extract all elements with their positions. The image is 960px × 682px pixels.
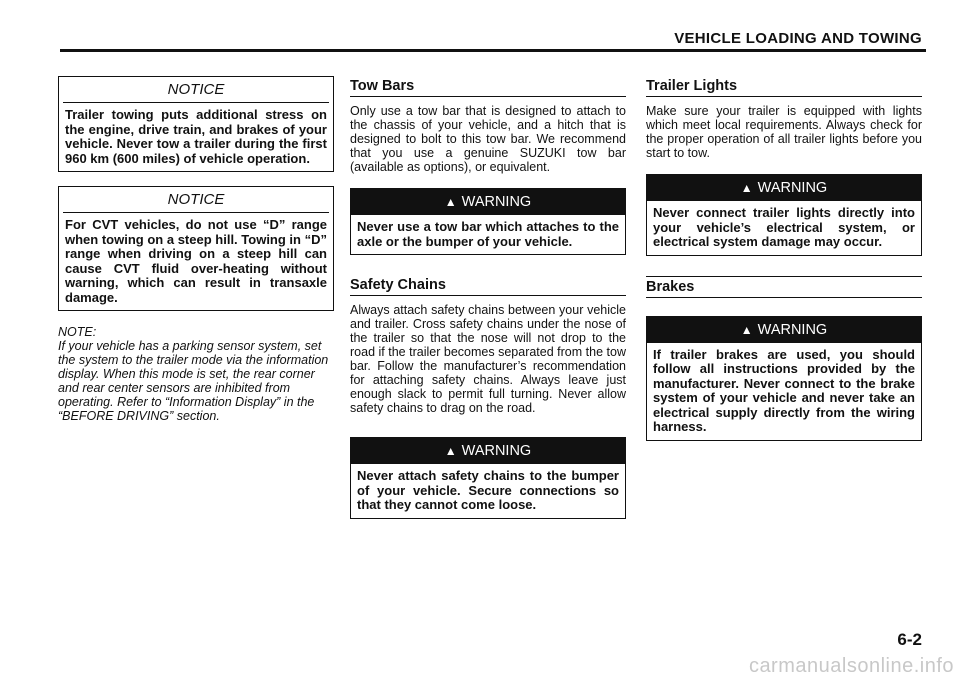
- page-header-title: VEHICLE LOADING AND TOWING: [674, 30, 922, 47]
- warning-heading: [647, 175, 921, 201]
- section-heading-safety-chains: Safety Chains: [350, 275, 626, 296]
- trailer-lights-text: Make sure your trailer is equipped with lights which meet local requirements. Always check for the proper operation of all trailer lights before you start to tow.: [646, 104, 922, 160]
- warning-box-tow-bar: [350, 188, 626, 255]
- warning-heading: [351, 189, 625, 215]
- warning-triangle-icon: ▲: [740, 322, 753, 337]
- notice-heading: NOTICE: [63, 187, 329, 213]
- notice-body: For CVT vehicles, do not use “D” range when towing on a steep hill. Towing in “D” range when driving on a steep hill can cause CVT fluid over-heating without warning, which can result in transaxle damage.: [65, 217, 327, 305]
- warning-triangle-icon: ▲: [444, 444, 457, 458]
- warning-label: WARNING: [757, 321, 828, 338]
- warning-body: Never connect trailer lights directly into your vehicle’s electrical system, or electrical system damage may occur.: [653, 205, 915, 249]
- header-rule: [60, 49, 926, 52]
- column-middle: [350, 76, 626, 531]
- warning-triangle-icon: ▲: [740, 181, 753, 195]
- notice-body: Trailer towing puts additional stress on the engine, drive train, and brakes of your vehicle. Never tow a trailer during the first 960 km (600 miles) of vehicle operation.: [65, 107, 327, 166]
- warning-heading: [351, 438, 625, 464]
- notice-box-2: [58, 186, 334, 311]
- warning-body: Never attach safety chains to the bumper of your vehicle. Secure connections so that they cannot come loose.: [357, 468, 619, 512]
- notice-box-1: [58, 76, 334, 172]
- note-text: If your vehicle has a parking sensor system, set the system to the trailer mode via the information display. When this mode is set, the rear corner and rear center sensors are inhibited from operating. Refer to “Information Display” in the “BEFORE DRIVING” section.: [58, 339, 329, 423]
- section-heading-trailer-lights: Trailer Lights: [646, 76, 922, 97]
- watermark: carmanualsonline.info: [748, 655, 954, 677]
- column-left: [58, 76, 334, 423]
- column-right: [646, 76, 922, 453]
- page-number: 6-2: [897, 630, 922, 649]
- warning-body: If trailer brakes are used, you should follow all instructions provided by the manufacturer. Never connect to the brake system of your vehicle and never take an electrical supply directly from the wiring harness.: [653, 346, 915, 434]
- notice-heading: NOTICE: [63, 77, 329, 103]
- warning-box-trailer-lights: [646, 174, 922, 256]
- section-heading-tow-bars: Tow Bars: [350, 76, 626, 97]
- note-block: [58, 325, 334, 423]
- warning-label: WARNING: [461, 443, 532, 459]
- section-heading-brakes: Brakes: [646, 276, 922, 298]
- warning-label: WARNING: [461, 194, 532, 210]
- warning-label: WARNING: [757, 180, 828, 196]
- warning-heading: [647, 317, 921, 343]
- note-label: NOTE:: [58, 325, 97, 339]
- tow-bars-text: Only use a tow bar that is designed to attach to the chassis of your vehicle, and a hitch that is designed to bolt to this tow bar. We recommend that you use a genuine SUZUKI tow bar (available as options), or equivalent.: [350, 104, 626, 174]
- safety-chains-text: Always attach safety chains between your vehicle and trailer. Cross safety chains under the nose of the trailer so that the nose will not drop to the road if the trailer becomes separated from the tow bar. Follow the manufacturer’s recommendation for attaching safety chains. Always leave just enough slack to permit full turning. Never allow safety chains to drag on the road.: [350, 303, 626, 415]
- warning-box-brakes: [646, 316, 922, 441]
- warning-body: Never use a tow bar which attaches to the axle or the bumper of your vehicle.: [357, 219, 619, 249]
- warning-box-safety-chains: [350, 437, 626, 519]
- warning-triangle-icon: ▲: [444, 195, 457, 209]
